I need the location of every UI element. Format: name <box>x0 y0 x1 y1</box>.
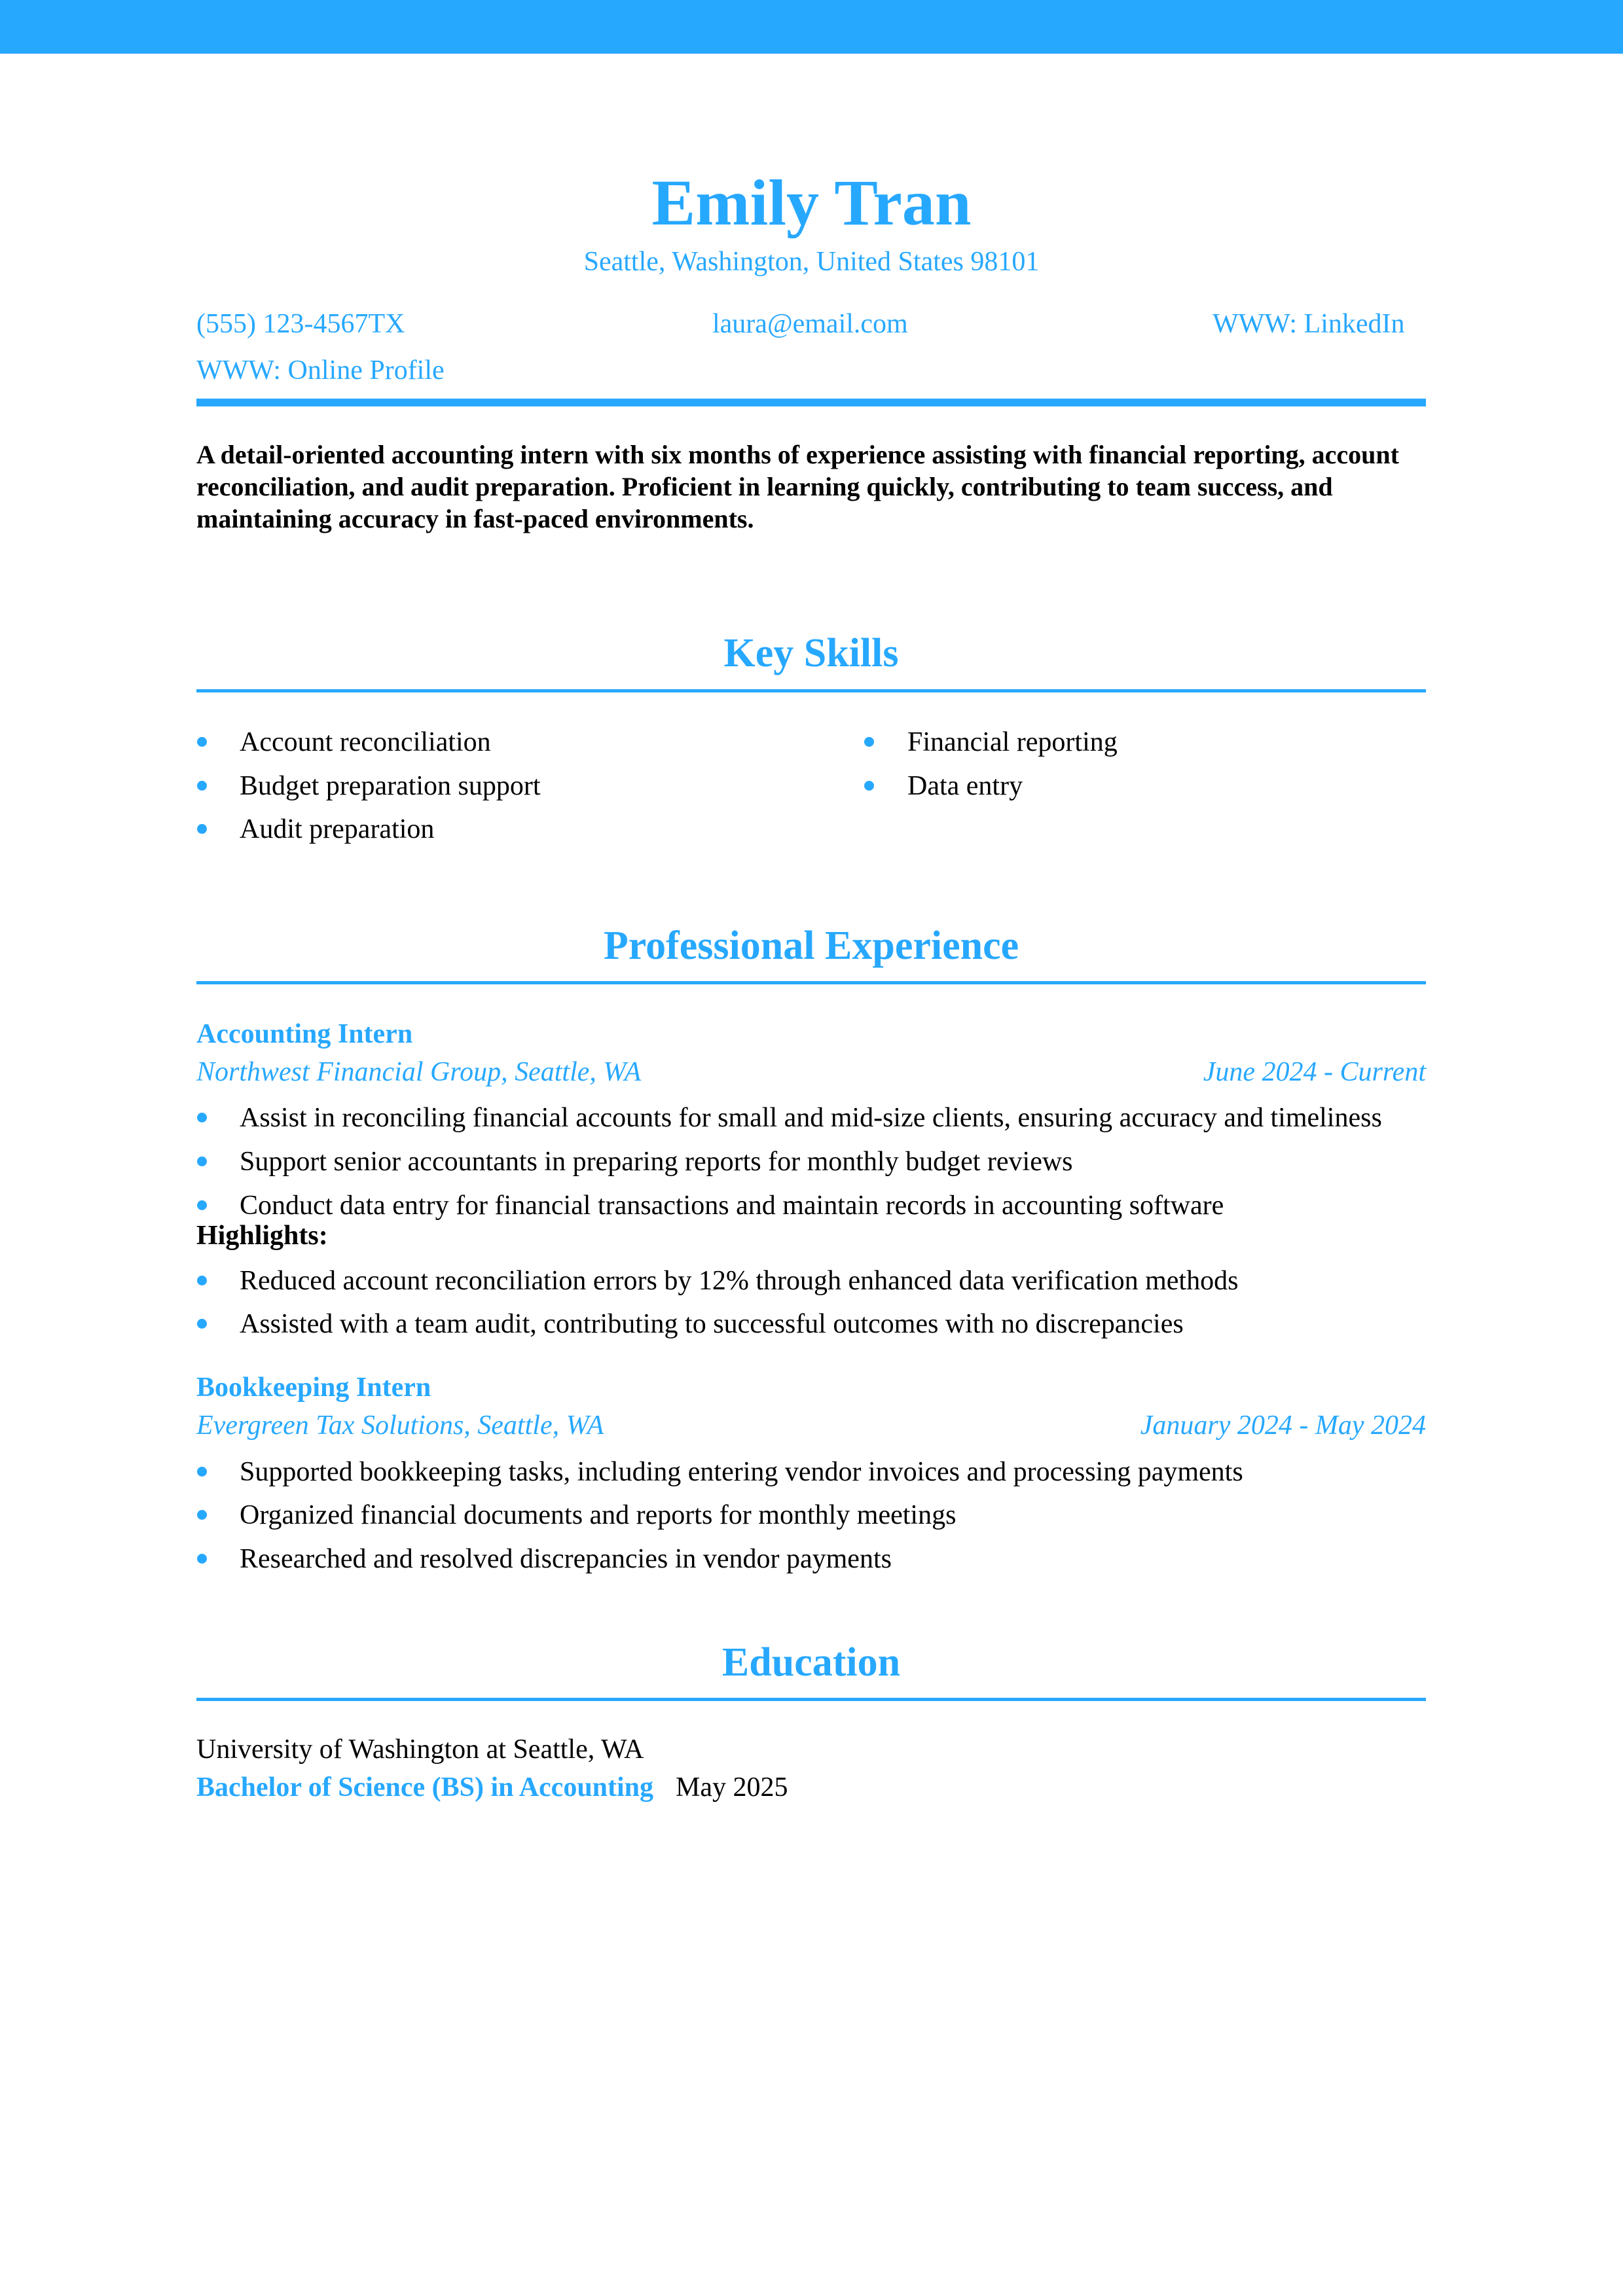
section-title-skills: Key Skills <box>723 631 899 675</box>
skill-item: Account reconciliation <box>240 727 491 757</box>
education-divider <box>196 1698 1426 1701</box>
bullet-icon <box>197 737 207 747</box>
bullet-icon <box>197 1319 207 1329</box>
bullet-icon <box>197 1510 207 1520</box>
bullet-icon <box>864 781 874 791</box>
bullet-icon <box>197 1113 207 1122</box>
job-title: Accounting Intern <box>196 1019 413 1049</box>
experience-divider <box>196 981 1426 984</box>
education-school: University of Washington at Seattle, WA <box>196 1734 644 1765</box>
skills-divider <box>196 689 1426 692</box>
phone-number: (555) 123-4567TX <box>196 309 405 339</box>
bullet-icon <box>197 1200 207 1210</box>
education-date: May 2025 <box>676 1772 788 1803</box>
education-degree-row <box>196 1769 788 1806</box>
candidate-address: Seattle, Washington, United States 98101 <box>583 247 1040 277</box>
linkedin-link[interactable]: WWW: LinkedIn <box>1213 309 1405 339</box>
bullet-icon <box>197 824 207 834</box>
job-title: Bookkeeping Intern <box>196 1372 431 1403</box>
bullet-icon <box>197 1467 207 1477</box>
skill-item: Audit preparation <box>240 814 435 844</box>
skill-item: Budget preparation support <box>240 771 541 801</box>
job-company: Evergreen Tax Solutions, Seattle, WA <box>196 1410 604 1441</box>
job-dates: January 2024 - May 2024 <box>1140 1410 1426 1441</box>
online-profile-link[interactable]: WWW: Online Profile <box>196 355 445 386</box>
education-degree: Bachelor of Science (BS) in Accounting <box>196 1772 654 1803</box>
professional-summary: A detail-oriented accounting intern with six months of experience assisting with financial reporting, account reconciliation, and audit preparation. Proficient in learning quickly, contributing to team success, and maintaining accuracy in fast-paced environments. <box>196 440 1399 533</box>
bullet-icon <box>197 1554 207 1564</box>
job-bullet: Organized financial documents and reports for monthly meetings <box>240 1500 957 1530</box>
section-title-education: Education <box>721 1640 901 1685</box>
section-title-experience: Professional Experience <box>603 924 1019 968</box>
job-bullet: Supported bookkeeping tasks, including entering vendor invoices and processing payments <box>240 1457 1243 1487</box>
highlights-label: Highlights: <box>196 1221 328 1251</box>
skill-item: Data entry <box>907 771 1023 801</box>
job-bullet: Conduct data entry for financial transactions and maintain records in accounting software <box>240 1191 1224 1221</box>
bullet-icon <box>197 1276 207 1285</box>
job-bullet: Support senior accountants in preparing reports for monthly budget reviews <box>240 1147 1073 1177</box>
highlight-bullet: Assisted with a team audit, contributing to successful outcomes with no discrepancies <box>240 1309 1184 1339</box>
email-link[interactable]: laura@email.com <box>712 309 908 339</box>
bullet-icon <box>197 1157 207 1166</box>
header-divider <box>196 399 1426 406</box>
candidate-name: Emily Tran <box>651 166 972 239</box>
job-company: Northwest Financial Group, Seattle, WA <box>196 1057 642 1087</box>
bullet-icon <box>197 781 207 791</box>
top-accent-bar <box>0 0 1623 54</box>
job-bullet: Researched and resolved discrepancies in vendor payments <box>240 1544 892 1574</box>
job-dates: June 2024 - Current <box>1203 1057 1426 1087</box>
bullet-icon <box>864 737 874 747</box>
skill-item: Financial reporting <box>907 727 1118 757</box>
job-bullet: Assist in reconciling financial accounts for small and mid-size clients, ensuring accuracy and timeliness <box>240 1103 1382 1133</box>
highlight-bullet: Reduced account reconciliation errors by 12% through enhanced data verification methods <box>240 1266 1239 1296</box>
